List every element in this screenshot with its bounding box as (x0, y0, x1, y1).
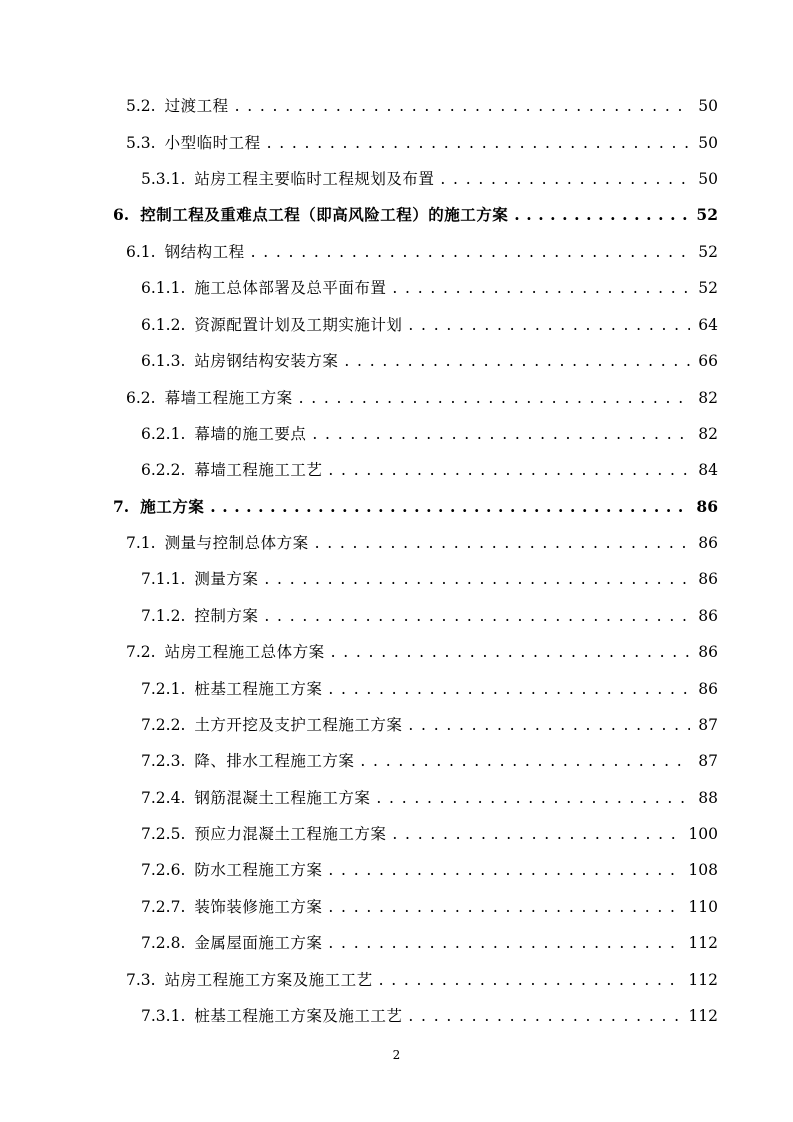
toc-entry-number: 5.3.1. (141, 170, 186, 188)
toc-entry-title: 控制工程及重难点工程（即高风险工程）的施工方案 (140, 205, 509, 224)
toc-dot-leader (514, 204, 690, 226)
toc-entry-title: 资源配置计划及工期实施计划 (194, 316, 403, 334)
toc-entry-number: 6.1.2. (141, 316, 186, 334)
toc-entry[interactable] (141, 859, 718, 881)
toc-dot-leader (408, 314, 690, 336)
toc-entry-page: 87 (698, 752, 718, 770)
toc-entry[interactable] (141, 568, 718, 590)
toc-entry-page: 87 (698, 716, 718, 734)
toc-dot-leader (376, 787, 690, 809)
toc-entry[interactable] (141, 678, 718, 700)
toc-entry-title: 防水工程施工方案 (194, 861, 323, 879)
toc-entry[interactable] (126, 969, 718, 991)
toc-entry-page: 50 (698, 134, 718, 152)
toc-entry[interactable] (141, 1005, 718, 1027)
toc-entry-number: 6.2.1. (141, 425, 186, 443)
toc-entry-page: 112 (688, 971, 718, 989)
toc-entry-title: 降、排水工程施工方案 (194, 752, 355, 770)
toc-entry[interactable] (126, 95, 718, 117)
toc-entry-page: 86 (698, 534, 718, 552)
toc-entry[interactable] (141, 459, 718, 481)
toc-entry-page: 110 (688, 898, 718, 916)
toc-entry-page: 82 (698, 425, 718, 443)
toc-dot-leader (299, 387, 690, 409)
toc-entry-title: 施工总体部署及总平面布置 (194, 279, 387, 297)
toc-dot-leader (392, 823, 682, 845)
toc-dot-leader (360, 750, 690, 772)
toc-entry-number: 7.2.8. (141, 934, 186, 952)
toc-entry-number: 7.2.1. (141, 680, 186, 698)
toc-dot-leader (408, 1005, 682, 1027)
toc-entry-page: 64 (698, 316, 718, 334)
toc-entry-page: 112 (688, 934, 718, 952)
toc-entry-title: 站房工程主要临时工程规划及布置 (194, 170, 435, 188)
toc-entry[interactable] (141, 605, 718, 627)
toc-entry-page: 86 (698, 570, 718, 588)
toc-entry-title: 金属屋面施工方案 (194, 934, 323, 952)
toc-entry-title: 桩基工程施工方案及施工工艺 (194, 1007, 403, 1025)
toc-dot-leader (315, 532, 690, 554)
toc-entry[interactable] (126, 641, 718, 663)
toc-entry-page: 86 (696, 497, 718, 516)
toc-entry-page: 86 (698, 607, 718, 625)
toc-entry-title: 测量方案 (194, 570, 259, 588)
toc-entry-number: 7.2.3. (141, 752, 186, 770)
toc-dot-leader (235, 95, 690, 117)
toc-dot-leader (440, 168, 690, 190)
toc-entry-number: 6. (113, 205, 130, 224)
toc-entry[interactable] (141, 896, 718, 918)
toc-entry[interactable] (141, 314, 718, 336)
toc-entry-number: 6.2. (126, 389, 156, 407)
toc-entry-title: 钢筋混凝土工程施工方案 (194, 789, 371, 807)
toc-entry-number: 7.2.4. (141, 789, 186, 807)
toc-entry[interactable] (141, 714, 718, 736)
toc-entry[interactable] (141, 750, 718, 772)
toc-entry-title: 测量与控制总体方案 (164, 534, 309, 552)
toc-entry-page: 86 (698, 680, 718, 698)
toc-entry-title: 站房钢结构安装方案 (194, 352, 339, 370)
toc-entry[interactable] (141, 350, 718, 372)
toc-entry-title: 土方开挖及支护工程施工方案 (194, 716, 403, 734)
toc-entry-number: 7.2.2. (141, 716, 186, 734)
toc-dot-leader (328, 459, 690, 481)
toc-entry[interactable] (113, 496, 718, 518)
toc-entry[interactable] (126, 241, 718, 263)
toc-dot-leader (408, 714, 690, 736)
toc-entry-title: 幕墙工程施工方案 (164, 389, 293, 407)
toc-entry-title: 过渡工程 (164, 97, 229, 115)
toc-entry-number: 7.2.7. (141, 898, 186, 916)
toc-entry[interactable] (113, 204, 718, 226)
toc-entry[interactable] (141, 423, 718, 445)
toc-entry-title: 幕墙工程施工工艺 (194, 461, 323, 479)
toc-entry-number: 7.2.6. (141, 861, 186, 879)
toc-entry-page: 84 (698, 461, 718, 479)
toc-entry-number: 5.3. (126, 134, 156, 152)
toc-entry-title: 桩基工程施工方案 (194, 680, 323, 698)
toc-entry-page: 112 (688, 1007, 718, 1025)
toc-entry-title: 施工方案 (140, 497, 205, 516)
toc-entry-page: 52 (698, 279, 718, 297)
toc-entry-number: 7.3.1. (141, 1007, 186, 1025)
toc-dot-leader (379, 969, 683, 991)
toc-entry-number: 7.1.2. (141, 607, 186, 625)
toc-dot-leader (392, 277, 690, 299)
toc-entry[interactable] (141, 932, 718, 954)
toc-entry-number: 7.3. (126, 971, 156, 989)
toc-dot-leader (312, 423, 690, 445)
toc-entry-number: 6.2.2. (141, 461, 186, 479)
toc-dot-leader (267, 132, 690, 154)
toc-entry-number: 7. (113, 497, 130, 516)
toc-dot-leader (328, 859, 682, 881)
toc-entry-number: 6.1.1. (141, 279, 186, 297)
toc-entry-number: 7.1. (126, 534, 156, 552)
toc-dot-leader (264, 605, 690, 627)
toc-entry-title: 装饰装修施工方案 (194, 898, 323, 916)
toc-entry-page: 52 (696, 205, 718, 224)
toc-entry-page: 86 (698, 643, 718, 661)
toc-entry-title: 小型临时工程 (164, 134, 261, 152)
toc-entry[interactable] (141, 823, 718, 845)
toc-entry[interactable] (141, 277, 718, 299)
toc-entry-number: 6.1.3. (141, 352, 186, 370)
toc-entry-title: 幕墙的施工要点 (194, 425, 307, 443)
toc-entry-title: 预应力混凝土工程施工方案 (194, 825, 387, 843)
toc-dot-leader (328, 896, 682, 918)
toc-entry-number: 7.2.5. (141, 825, 186, 843)
toc-entry-page: 50 (698, 170, 718, 188)
toc-dot-leader (331, 641, 690, 663)
toc-entry-number: 6.1. (126, 243, 156, 261)
toc-dot-leader (328, 678, 690, 700)
toc-entry[interactable] (141, 168, 718, 190)
toc-dot-leader (344, 350, 690, 372)
toc-entry-number: 7.1.1. (141, 570, 186, 588)
toc-dot-leader (328, 932, 682, 954)
toc-entry-page: 100 (688, 825, 718, 843)
toc-entry-page: 66 (698, 352, 718, 370)
toc-entry-number: 5.2. (126, 97, 156, 115)
page-number: 2 (392, 1048, 401, 1062)
toc-dot-leader (264, 568, 690, 590)
toc-entry-title: 钢结构工程 (164, 243, 245, 261)
toc-entry-page: 88 (698, 789, 718, 807)
toc-entry[interactable] (126, 387, 718, 409)
toc-dot-leader (251, 241, 690, 263)
toc-entry-page: 82 (698, 389, 718, 407)
toc-entry-page: 108 (688, 861, 718, 879)
toc-entry-number: 7.2. (126, 643, 156, 661)
toc-entry-title: 站房工程施工方案及施工工艺 (164, 971, 373, 989)
toc-entry[interactable] (126, 132, 718, 154)
toc-entry-title: 站房工程施工总体方案 (164, 643, 325, 661)
toc-dot-leader (210, 496, 690, 518)
toc-entry[interactable] (141, 787, 718, 809)
toc-entry-page: 50 (698, 97, 718, 115)
toc-entry-title: 控制方案 (194, 607, 259, 625)
toc-entry-page: 52 (698, 243, 718, 261)
toc-entry[interactable] (126, 532, 718, 554)
